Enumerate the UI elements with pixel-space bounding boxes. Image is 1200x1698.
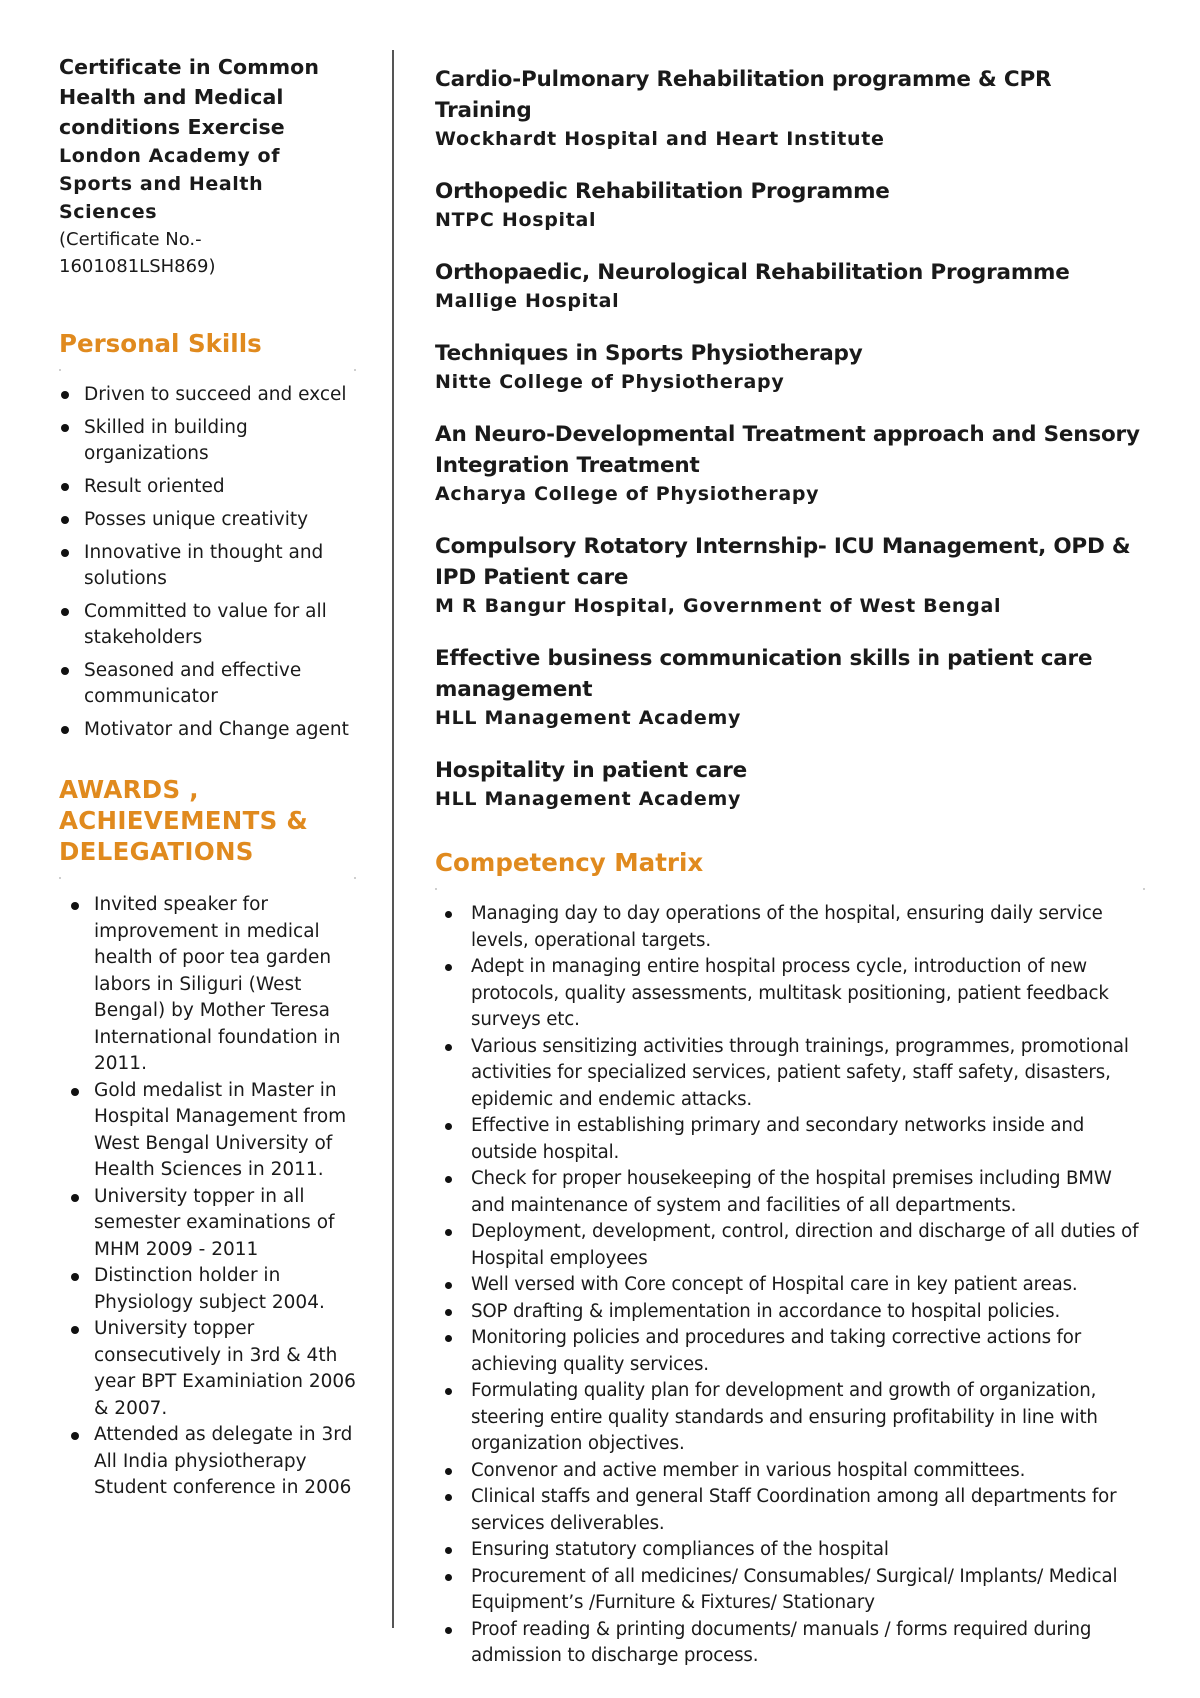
- section-rule: [435, 888, 1145, 889]
- list-item: Innovative in thought and solutions: [59, 540, 359, 592]
- list-item: Invited speaker for improvement in medical health of poor tea garden labors in Siliguri (West Bengal) by Mother Teresa International foundation in 2011.: [59, 892, 359, 1078]
- course-title: An Neuro-Developmental Treatment approach and Sensory Integration Treatment: [435, 422, 1140, 478]
- section-rule: [59, 369, 356, 370]
- list-item: Procurement of all medicines/ Consumables/ Surgical/ Implants/ Medical Equipment’s /Furniture & Fixtures/ Stationary: [435, 1564, 1145, 1617]
- left-column: [59, 52, 359, 1502]
- course-entry: [435, 176, 1145, 234]
- course-institution: Wockhardt Hospital and Heart Institute: [435, 128, 885, 150]
- course-institution: HLL Management Academy: [435, 707, 742, 729]
- list-item: Skilled in building organizations: [59, 415, 359, 467]
- personal-skills-heading: Personal Skills: [59, 329, 262, 358]
- list-item: Distinction holder in Physiology subject 2004.: [59, 1263, 359, 1316]
- section-rule: [59, 877, 356, 878]
- awards-section: [59, 774, 359, 1502]
- course-entry: [435, 755, 1145, 813]
- course-institution: Acharya College of Physiotherapy: [435, 483, 820, 505]
- list-item: Attended as delegate in 3rd All India physiotherapy Student conference in 2006: [59, 1422, 359, 1502]
- list-item: Ensuring statutory compliances of the hospital: [435, 1537, 1145, 1564]
- course-title: Techniques in Sports Physiotherapy: [435, 341, 863, 366]
- course-entry: [435, 643, 1145, 732]
- course-institution: M R Bangur Hospital, Government of West Bengal: [435, 595, 1002, 617]
- list-item: Gold medalist in Master in Hospital Management from West Bengal University of Health Sciences in 2011.: [59, 1078, 359, 1184]
- column-divider: [392, 50, 394, 1628]
- list-item: Posses unique creativity: [59, 507, 359, 533]
- personal-skills-list: [59, 382, 359, 743]
- list-item: Committed to value for all stakeholders: [59, 599, 359, 651]
- course-entry: [435, 338, 1145, 396]
- competency-heading: Competency Matrix: [435, 848, 704, 877]
- list-item: Clinical staffs and general Staff Coordination among all departments for services deliverables.: [435, 1484, 1145, 1537]
- list-item: Adept in managing entire hospital process cycle, introduction of new protocols, quality assessments, multitask positioning, patient feedback surveys etc.: [435, 954, 1145, 1034]
- course-title: Hospitality in patient care: [435, 758, 748, 783]
- certificate-institution: London Academy of Sports and Health Sciences: [59, 145, 281, 223]
- list-item: SOP drafting & implementation in accordance to hospital policies.: [435, 1299, 1145, 1326]
- course-entry: [435, 531, 1145, 620]
- list-item: Proof reading & printing documents/ manuals / forms required during admission to discharge process.: [435, 1617, 1145, 1670]
- list-item: Motivator and Change agent: [59, 717, 359, 743]
- list-item: University topper consecutively in 3rd & 4th year BPT Examiniation 2006 & 2007.: [59, 1316, 359, 1422]
- list-item: Formulating quality plan for development and growth of organization, steering entire quality standards and ensuring profitability in line with organization objectives.: [435, 1378, 1145, 1458]
- competency-section: [435, 847, 1145, 1670]
- course-title: Orthopedic Rehabilitation Programme: [435, 179, 890, 204]
- course-institution: Mallige Hospital: [435, 290, 620, 312]
- certificate-number: (Certificate No.- 1601081LSH869): [59, 229, 216, 277]
- list-item: Result oriented: [59, 474, 359, 500]
- personal-skills-section: [59, 328, 359, 743]
- list-item: Managing day to day operations of the hospital, ensuring daily service levels, operational targets.: [435, 901, 1145, 954]
- course-entry: [435, 257, 1145, 315]
- list-item: Check for proper housekeeping of the hospital premises including BMW and maintenance of system and facilities of all departments.: [435, 1166, 1145, 1219]
- course-institution: HLL Management Academy: [435, 788, 742, 810]
- list-item: Monitoring policies and procedures and taking corrective actions for achieving quality services.: [435, 1325, 1145, 1378]
- course-institution: NTPC Hospital: [435, 209, 597, 231]
- list-item: Seasoned and effective communicator: [59, 658, 359, 710]
- course-title: Compulsory Rotatory Internship- ICU Management, OPD & IPD Patient care: [435, 534, 1131, 590]
- list-item: Various sensitizing activities through trainings, programmes, promotional activities for specialized services, patient safety, staff safety, disasters, epidemic and endemic attacks.: [435, 1034, 1145, 1114]
- list-item: Convenor and active member in various hospital committees.: [435, 1458, 1145, 1485]
- course-entry: [435, 419, 1145, 508]
- list-item: Driven to succeed and excel: [59, 382, 359, 408]
- list-item: University topper in all semester examinations of MHM 2009 - 2011: [59, 1184, 359, 1264]
- awards-heading: AWARDS , ACHIEVEMENTS & DELEGATIONS: [59, 775, 309, 866]
- course-title: Cardio-Pulmonary Rehabilitation programme & CPR Training: [435, 67, 1052, 123]
- awards-list: [59, 892, 359, 1502]
- course-institution: Nitte College of Physiotherapy: [435, 371, 785, 393]
- list-item: Deployment, development, control, direction and discharge of all duties of Hospital employees: [435, 1219, 1145, 1272]
- competency-list: [435, 901, 1145, 1670]
- course-entry: [435, 64, 1145, 153]
- certificate-title: Certificate in Common Health and Medical conditions Exercise: [59, 55, 320, 139]
- certificate-block: [59, 52, 359, 280]
- right-column: [435, 64, 1145, 1670]
- course-title: Orthopaedic, Neurological Rehabilitation Programme: [435, 260, 1070, 285]
- list-item: Well versed with Core concept of Hospital care in key patient areas.: [435, 1272, 1145, 1299]
- course-title: Effective business communication skills in patient care management: [435, 646, 1093, 702]
- list-item: Effective in establishing primary and secondary networks inside and outside hospital.: [435, 1113, 1145, 1166]
